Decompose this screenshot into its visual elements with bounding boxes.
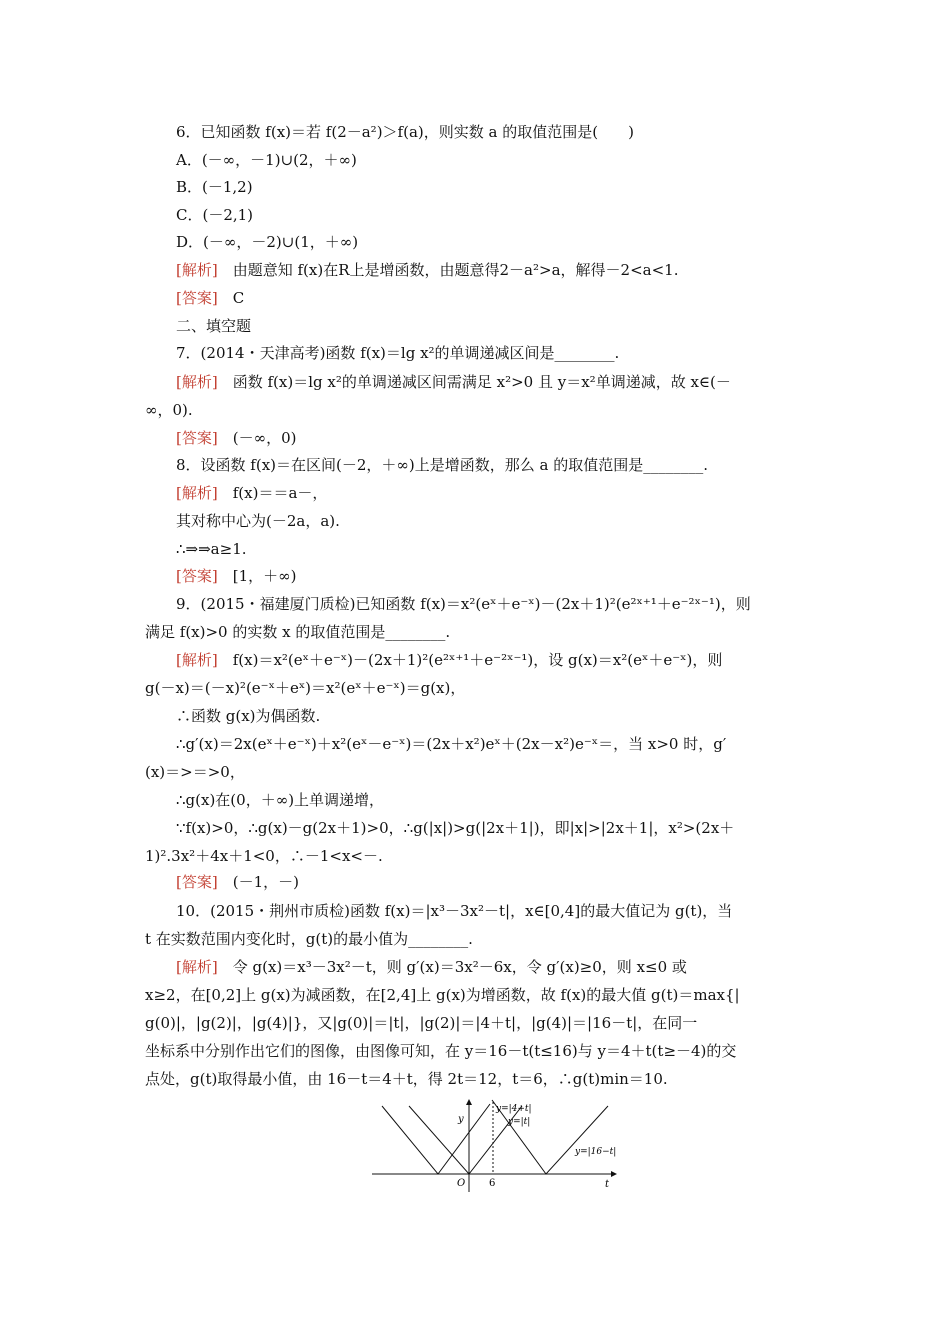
analysis-9-line3: ∴函数 g(x)为偶函数. — [176, 707, 321, 725]
analysis-9-line8: 1)².3x²＋4x＋1<0，∴－1<x<－. — [145, 847, 383, 865]
question-10-cont: t 在实数范围内变化时，g(t)的最小值为________. — [145, 930, 473, 948]
t-axis-label: t — [605, 1179, 610, 1190]
tick-6-label: 6 — [489, 1178, 496, 1189]
label-abs-16-minus-t: y=|16−t| — [575, 1147, 617, 1157]
analysis-9-line4: ∴g′(x)＝2x(eˣ＋e⁻ˣ)＋x²(eˣ－e⁻ˣ)＝(2x＋x²)eˣ＋(2x－x²)e⁻ˣ＝，当 x>0 时，g′ — [176, 735, 727, 753]
function-graph — [372, 1098, 626, 1192]
analysis-6: [解析] 由题意知 f(x)在R上是增函数，由题意得2－a²>a，解得－2<a<1. — [176, 261, 679, 279]
analysis-10-line5: 点处，g(t)取得最小值，由 16－t＝4＋t，得 2t＝12，t＝6，∴g(t)min＝10. — [145, 1070, 668, 1088]
analysis-9: [解析] f(x)＝x²(eˣ＋e⁻ˣ)－(2x＋1)²(e²ˣ⁺¹＋e⁻²ˣ⁻¹)，设 g(x)＝x²(eˣ＋e⁻ˣ)，则 — [176, 651, 723, 669]
answer-9: [答案] (－1，－) — [176, 873, 299, 891]
option-a: A．(－∞，－1)∪(2，＋∞) — [176, 151, 357, 169]
question-7: 7．(2014・天津高考)函数 f(x)＝lg x²的单调递减区间是________. — [176, 344, 620, 362]
y-axis-label: y — [458, 1114, 464, 1125]
graph-abs-4-plus-t — [382, 1104, 490, 1174]
section-heading: 二、填空题 — [176, 317, 252, 335]
question-9: 9．(2015・福建厦门质检)已知函数 f(x)＝x²(eˣ＋e⁻ˣ)－(2x＋1)²(e²ˣ⁺¹＋e⁻²ˣ⁻¹)，则 — [176, 595, 751, 613]
label-abs-t: y=|t| — [508, 1117, 531, 1127]
analysis-10: [解析] 令 g(x)＝x³－3x²－t，则 g′(x)＝3x²－6x，令 g′(x)≥0，则 x≤0 或 — [176, 958, 687, 976]
analysis-9-line2: g(－x)＝(－x)²(e⁻ˣ＋eˣ)＝x²(eˣ＋e⁻ˣ)＝g(x)， — [145, 679, 466, 697]
option-b: B．(－1,2) — [176, 178, 253, 196]
analysis-8-line3: ∴⇒⇒a≥1. — [176, 540, 247, 558]
graph-abs-t — [409, 1106, 522, 1174]
option-d: D．(－∞，－2)∪(1，＋∞) — [176, 233, 359, 251]
analysis-8: [解析] f(x)＝＝a－， — [176, 484, 328, 502]
label-abs-4-plus-t: y=|4+t| — [496, 1104, 532, 1114]
analysis-10-line3: g(0)|，|g(2)|，|g(4)|}，又|g(0)|＝|t|，|g(2)|＝|4＋t|，|g(4)|＝|16－t|，在同一 — [145, 1014, 698, 1032]
analysis-7: [解析] 函数 f(x)＝lg x²的单调递减区间需满足 x²>0 且 y＝x²单调递减，故 x∈(－ — [176, 373, 731, 391]
option-c: C．(－2,1) — [176, 206, 254, 224]
analysis-10-line4: 坐标系中分别作出它们的图像，由图像可知，在 y＝16－t(t≤16)与 y＝4＋t(t≥－4)的交 — [145, 1042, 737, 1060]
question-9-cont: 满足 f(x)>0 的实数 x 的取值范围是________. — [145, 623, 451, 641]
question-10: 10．(2015・荆州市质检)函数 f(x)＝|x³－3x²－t|，x∈[0,4]的最大值记为 g(t)，当 — [176, 902, 733, 920]
analysis-7-cont: ∞，0). — [145, 401, 193, 419]
analysis-10-line2: x≥2，在[0,2]上 g(x)为减函数，在[2,4]上 g(x)为增函数，故 f(x)的最大值 g(t)＝max{| — [145, 986, 740, 1004]
question-6: 6．已知函数 f(x)＝若 f(2－a²)＞f(a)，则实数 a 的取值范围是( ) — [176, 123, 634, 141]
answer-6: [答案] C — [176, 289, 245, 307]
analysis-9-line6: ∴g(x)在(0，＋∞)上单调递增， — [176, 791, 385, 809]
answer-7: [答案] (－∞，0) — [176, 429, 297, 447]
question-8: 8．设函数 f(x)＝在区间(－2，＋∞)上是增函数，那么 a 的取值范围是________. — [176, 456, 709, 474]
analysis-8-line2: 其对称中心为(－2a，a). — [176, 512, 340, 530]
origin-label: O — [457, 1178, 466, 1189]
analysis-9-line5: (x)＝>＝>0， — [145, 763, 245, 781]
answer-8: [答案] [1，＋∞) — [176, 567, 297, 585]
analysis-9-line7: ∵f(x)>0，∴g(x)－g(2x＋1)>0，∴g(|x|)>g(|2x＋1|)，即|x|>|2x＋1|，x²>(2x＋ — [176, 819, 735, 837]
